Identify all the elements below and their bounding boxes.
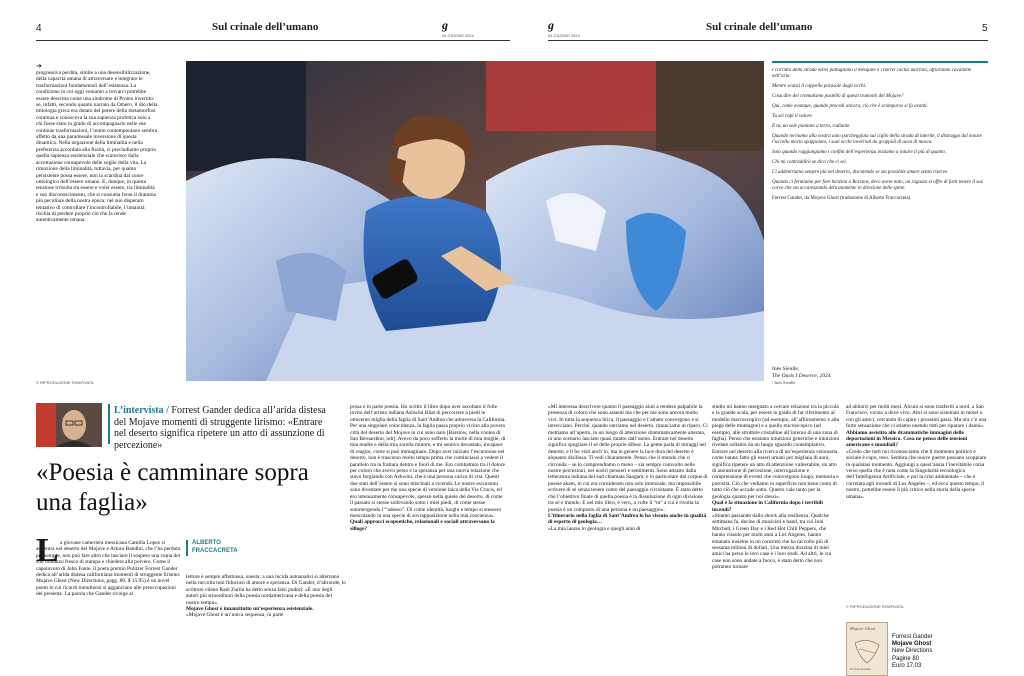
photo-caption-name: Inès Sieulle,: [772, 366, 800, 372]
artwork-illustration: [186, 61, 764, 381]
headline: «Poesia è camminare sopra una faglia»: [36, 459, 309, 516]
left-column-credit: © RIPRODUZIONE RISERVATA: [36, 380, 94, 385]
article-col-4: [548, 404, 708, 674]
poem-stanza: Tu sei capì il valore.: [772, 114, 813, 119]
photo-caption-credit: / Inès Sieulle: [772, 380, 796, 385]
book-author: Forrest Gander: [892, 634, 933, 640]
poem-stanza: Quando torniamo alla nostra auto parcheggiata sul ciglio della strada di laterite, ti distraggo dal notare l’uccello morto spappolato, i suoi occhi invetriati da grappoli di uova di mosca.: [772, 134, 982, 145]
question: Mojave Ghost è innanzitutto un’esperienza esistenziale.: [186, 606, 314, 613]
article-col-3-text: prosa e in parte poesia. Ho scritto il libro dopo aver ascoltato il folle invito dell’artista indiana Ashwini Bhat di percorrere a piedi le ottocento miglia della faglia di Sant’Andrea che attraversa la California. Per una singolare coincidenza, la faglia passa proprio vicino alla povera città del deserto del Mojave in cui sono nato [Barstow, nella contea di San Bernardino, ndr]. Avevo da poco sofferto la morte di mia moglie, di mia madre e della mia sorella minore, e mi sentivo devastato, incapace di reagire, come si può immaginare. Dopo aver iniziato l’escursione nel deserto, non è trascorso molto tempo prima che cominciassi a vedere il parallelo tra la frattura dentro e fuori di me. Ero combattuto tra il dolore per coloro che avevo perso e la speranza per una nuova relazione che stavo forgiando con Ashwini, che è una persona carica di vita. Questi due stati dell’essere si sono mischiati a vicenda. Le nostre escursioni sono diventate per me una specie di versione laica della Via Crucis, ed ero intensamente consapevole, spesso nella quiete del deserto, di come il passato si stesse sollevando sotto i miei piedi, di come stesse sommergendo l’“adesso”. Di come identità, luoghi e tempo si stessero mescolando in una specie di sovrapposizione nella mia coscienza».: [350, 404, 506, 519]
newspaper-logo-left: g: [442, 18, 448, 32]
header-rule-right: [548, 40, 988, 41]
book-price: Euro 17,03: [892, 662, 922, 669]
book-cover: [846, 622, 888, 676]
portrait-illustration: [36, 403, 102, 447]
book-cover-title: Mojave Ghost: [850, 626, 876, 631]
article-col-6-text: ad abitarci per molti mesi. Alcuni si sono trasferiti a nord, a San Francisco, vicino a dove vivo. Altri si sono sistemati in motel o con gli amici, cercando di capire i prossimi passi. Ma ora c’è una forte sensazione che ci stiamo unendo tutti per riparare i danni».: [846, 404, 987, 430]
poem-attribution: Forrest Gander, da Mojave Ghost (traduzione di Alberto Fraccacreta): [772, 196, 911, 201]
left-date: 04 GIUGNO 2024: [442, 33, 474, 38]
author-portrait: [36, 403, 102, 447]
article-col-2-answer: «Mojave Ghost è un’unica sequenza, in parte: [186, 612, 284, 619]
poem-stanza: E tu, un sole piantato a terra, radiante.: [772, 124, 851, 129]
article-col-5: [712, 404, 840, 674]
article-credit: © RIPRODUZIONE RISERVATA: [846, 604, 904, 609]
book-cover-author: Forrest Gander: [850, 667, 872, 671]
drop-cap: L: [36, 532, 59, 569]
article-col-3: [350, 404, 506, 674]
newspaper-logo-right: g: [548, 18, 554, 32]
question: Qual è la situazione in California dopo i terribili incendi?: [712, 500, 823, 513]
article-col-5-text: studio mi hanno insegnato a cercare relazioni tra la piccola e la grande scala, per essere in grado di far riferimento al modello macroscopico (ad esempio, all’affioramento e alla piega delle montagne) e a quello microscopico (ad esempio, alle strutture cristalline all’interno di una zona di faglia). Penso che esistano intuizioni generiche e intuizioni rivelate soltanto da un lungo sguardo contemplativo. Entrare nel deserto alla ricerca di un’esperienza visionaria, come hanno fatto gli esseri umani per migliaia di anni, significa ripetere un atto di attenzione vulnerabile, un atto di assunzione di percezione, interrogazione e comprensione di eventi che coinvolgono luogo, memoria e porosità. Ciò che vediamo in superficie non tiene conto di tutto ciò che accade sotto. Questo vale tanto per la geologia quanto per noi stessi».: [712, 404, 840, 500]
article-col-2: [186, 574, 346, 674]
deck-left-rule: [108, 404, 110, 444]
right-date: 04 GIUGNO 2024: [548, 33, 580, 38]
book-publisher: New Directions: [892, 648, 933, 655]
article-col-5-answer: «Stiamo passando dallo shock alla resilienza. Qualche settimana fa, decine di musicisti e band, tra cui Joni Mitchell, i Green Day e i Red Hot Chili Peppers, che hanno vissuto per molti anni a Los Angeles, hanno emanato insieme in un concerto che ha raccolto più di sessanta milioni di dollari. Una mezza dozzina di miei amici ha perso le loro case e i loro studi. Ad altri, le cui case non sono andate a fuoco, è stato detto che non potranno tornare: [712, 512, 832, 571]
article-col-2-text: lettore è sempre affettuosa, onesta: a una lucida autoanalisi si alternano nella raccolta toni fiduciosi di amore e speranza. Di Gander, d’altronde, lo scrittore cileno Raúl Zurita ha detto senza falsi pudori: «È uno degli autori più straordinari della poesia nordamericana e della poesia del nostro tempo».: [186, 574, 346, 606]
poem-stanza: Chi mi contraddirà se dico che ci sei.: [772, 160, 847, 165]
interview-deck: L’intervista / Forrest Gander dedica all’arida distesa del Mojave momenti di struggente lirismo: «Entrare nel deserto significa ripetere un atto di assunzione di percezione»: [114, 405, 326, 451]
book-title: Mojave Ghost: [892, 641, 932, 648]
artwork-photo: [186, 61, 764, 381]
section-arrow-icon: ➔: [36, 62, 42, 70]
poem-stanza: Ci addentriamo sempre più nel deserto, discutendo se sia possibile amare senza riserve.: [772, 170, 949, 175]
byline-last: FRACCACRETA: [192, 548, 238, 554]
right-running-title: Sul crinale dell’umano: [706, 21, 813, 33]
book-pages: Pagine 80: [892, 655, 920, 662]
poem-top-rule: [772, 61, 988, 63]
left-running-title: Sul crinale dell’umano: [212, 21, 319, 33]
byline-rule: [186, 540, 188, 556]
article-col-1: [36, 540, 182, 674]
byline-first: ALBERTO: [192, 540, 221, 546]
poem-stanza: Cosa dire del cromatismo pastello di questi tramonti del Mojave?: [772, 94, 904, 99]
question: Abbiamo assistito alle drammatiche immagini delle deportazioni in Messico. Cosa ne pensa delle tensioni americane e mondiali?: [846, 429, 968, 449]
book-info: [892, 634, 933, 670]
question: L’itinerario nella faglia di Sant’Andrea lo ha vissuto anche in qualità di esperto di geologia…: [548, 512, 707, 526]
left-page-number: 4: [36, 23, 42, 34]
right-page-number: 5: [982, 23, 988, 34]
left-column-text: progressiva perdita, simile a una desensibilizzazione, della capacità umana di attraversare e integrare le trasformazioni fondamentali dell’esistenza. La condizione in cui oggi veniamo a trovarci potrebbe essere descritta come una sindrome di Proteo invertito: se, infatti, secondo quanto narrato da Omero, il dio della mitologia greca era dotato del potere della metamorfosi continua e conosceva la sua sapienza profetica solo a chi fosse stato in grado di accompagnarlo nelle sue continue trasformazioni, l’uomo contemporaneo sembra affetto da una paradossale inversione di questa dinamica. Nella negazione della liminalità e nella preferenza accordata alla fissità, ci precludiamo proprio quella sapienza esistenziale che scaturisce dalla accettazione consapevole delle soglie della vita. La rimozione della liminalità, tuttavia, per quanto persistente possa essere, non la scardina dal cuore ontologico dell’essere umano. E, dunque, in questa tensione irrisolta tra essere e voler essere, tra liminalità e suo disconoscimento, che si consuma forse il dramma più peculiare della nostra epoca: nel suo disperato tentativo di controllare l’incontrollabile, l’umanità rischia di perdere proprio ciò che la rende autenticamente umana.: [36, 70, 158, 224]
article-col-6-answer: «Credo che tutti noi riconosciamo che il momento politico e sociale è cupo, teso. Sembra che nuove guerre possano scoppiare in qualsiasi momento. Aggiungi a quest’ansia l’inevitabile corsa verso quella che è nota come la Singolarità tecnologica dell’Intelligenza Artificiale, e poi la crisi ambientale – che è correlata agli incendi di Los Angeles –, ed ecco questo tempo, il nostro, potrebbe essere il più critico nella storia della specie umana».: [846, 448, 987, 500]
interview-kicker: L’intervista: [114, 405, 164, 416]
poem-stanza: Solo quando raggiungiamo i confini dell’esperienza iniziamo a intuire il più di quanto.: [772, 150, 947, 155]
poem-stanza: Quando ci fermiamo per fare benzina a Barstow, devo avere nato, un ragazzo si offre di farti tenere il suo corvo che sta accarezzando delicatamente in direzione delle spine.: [772, 180, 984, 191]
article-col-4-answer: «La mia laurea in geologia e quegli anni di: [548, 525, 641, 532]
poem-block: [772, 68, 986, 350]
poem-stanza: Mentre scansi il cappello parasole dagli occhi.: [772, 84, 867, 89]
article-col-6: [846, 404, 988, 602]
photo-caption-title: The Oasis I Deserve, 2024: [772, 373, 831, 379]
article-col-4-text: «Mi interessa descrivere quanto il paesaggio aiuti a rendere palpabile la presenza di coloro che sono assenti ma che per me sono ancora molto vivi. In tutta la sequenza lirica, il paesaggio e l’amato convergono e si intrecciano. Perché, quando entriamo nel deserto, rinunciamo al riparo. Ci mettiamo all’aperto, in un luogo di attenzione drammaticamente alterata, in uno scenario lasciato quasi intatto dall’uomo. Entrare nel deserto significa spogliare il sé delle proprie difese. La gente parla di miraggi nel deserto, e li ho visti anch’io, ma in genere la luce dura del deserto è alquanto disillusa. Ti vedi chiaramente. Penso che il mondo che ci circonda – se lo comprendiamo o meno – sia sempre coinvolto nelle nostre percezioni, nei nostri pensieri e sentimenti. Sono attratto dalla letteratura indiana del sud chiamata Sangam, e in particolare dal corpus di poesie akam, in cui era considerato non solo immorale, ma impossibile scrivere di sé senza tenere conto del paesaggio circostante. È stato detto che l’obiettivo finale di quella poesia è la dissoluzione di ogni divisione tra sé e mondo. E nel mio libro, è vero, a volte il “tu” a cui è rivolta la poesia è un composto di una persona e un paesaggio».: [548, 404, 708, 513]
poem-stanza: I corridoi della strada estivi pattugliano il mesquite e i barrel cactus marroni, affiorando cavallette nell’aria.: [772, 68, 972, 79]
question: Quali approcci ecopoetiche, relazionali e sociali attraversano la silloge?: [350, 519, 495, 532]
article-col-1-text: a giovane cameriera messicana Camilla Lopez si addentra nel deserto del Mojave e Arturo Bandini, che l’ha perduta per sempre, non può fare altro che lasciare il sospeso una copia del suo romanzo fresco di stampa e chiedere alla polvere. Come il capolavoro di John Fante, il poeta premio Pulitzer Forrest Gander dedica all’arida distesa californiana momenti di struggente lirismo: Mojave Ghost (New Directions, pagg. 80, $ 15.95) è un novel poem in cui ricordi tumultuosi si agganciano alle preoccupazioni del presente. La parola che Gander rivolge al: [36, 540, 181, 598]
interview-deck-text: Forrest Gander dedica all’arida distesa del Mojave momenti di struggente lirismo: «Entrare nel deserto significa ripetere un atto di assunzione di percezione»: [114, 405, 326, 451]
header-rule-left: [36, 40, 510, 41]
poem-stanza: Qui, come ovunque, quando procedi ancora, ciò che è scomparso si fa avanti.: [772, 104, 928, 109]
